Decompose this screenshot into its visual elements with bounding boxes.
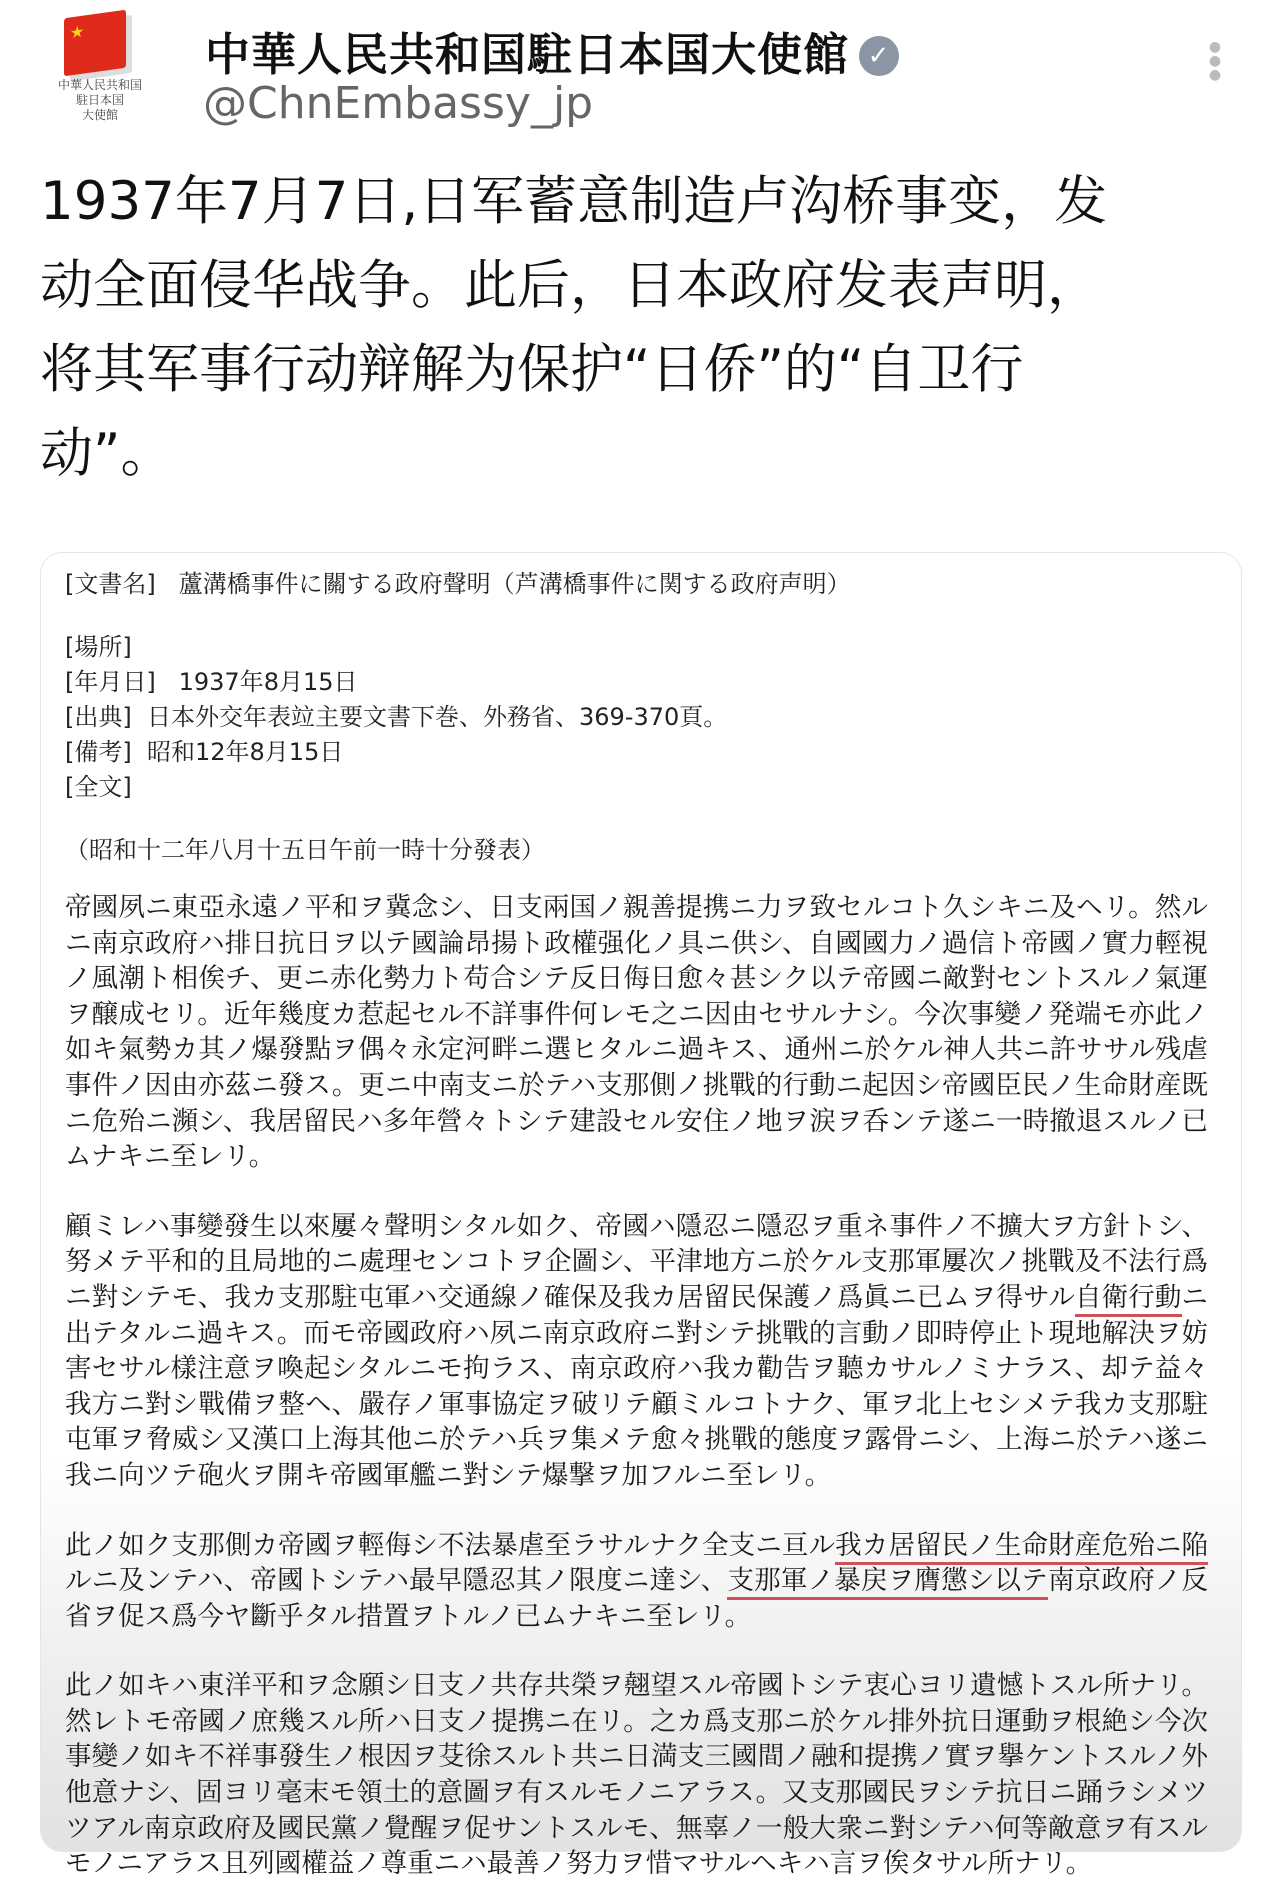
doc-place-row [65,630,1217,665]
doc-line [65,1244,1208,1280]
avatar-caption-line: 大使館 [81,108,118,122]
tweet-line: 动”。 [40,423,174,484]
doc-line [65,1704,1208,1740]
more-vertical-icon[interactable]: ● ● ● [1208,39,1222,83]
doc-text: 此ノ如ク支那側カ帝國ヲ輕侮シ不法暴虐至ラサルナク全支ニ亘ル [65,1529,836,1561]
doc-line [65,961,1208,997]
account-handle[interactable]: @ChnEmbassy_jp [203,78,594,129]
avatar-caption-line: 中華人民共和国 [57,78,142,92]
doc-paragraph [65,1668,1217,1882]
doc-title-label: [文書名] [65,570,156,598]
doc-line [65,1316,1208,1352]
doc-text: 此ノ如キハ東洋平和ヲ念願シ日支ノ共存共榮ヲ翹望スル帝國トシテ衷心ヨリ遺憾トスル所ナリ。 [65,1670,1208,1702]
doc-text: 他意ナシ、固ヨリ毫末モ領土的意圖ヲ有スルモノニアラス。又支那國民ヲシテ抗日ニ踊ラシメツ [65,1777,1208,1809]
avatar[interactable] [44,14,156,132]
doc-source-value: 日本外交年表竝主要文書下巻、外務省、369-370頁。 [147,703,728,731]
account-name[interactable] [205,18,899,83]
doc-note-row [65,735,1217,770]
doc-note-value: 昭和12年8月15日 [147,738,344,766]
doc-date-row [65,665,1217,700]
avatar-caption [44,78,156,123]
doc-text: ムナキニ至レリ。 [65,1141,276,1173]
doc-line [65,1775,1208,1811]
doc-date-label: [年月日] [65,668,156,696]
doc-line [65,1422,1208,1458]
doc-text: ルニ及ンテハ、帝國トシテハ最早隱忍其ノ限度ニ達シ、 [65,1565,728,1597]
doc-line [65,1458,1208,1494]
doc-line [65,1139,1208,1175]
doc-text: 如キ氣勢カ其ノ爆發點ヲ偶々永定河畔ニ選ヒタルニ過キス、通州ニ於ケル神人共ニ許ササル残虐 [65,1034,1208,1066]
doc-text: 我ニ向ツテ砲火ヲ開キ帝國軍艦ニ對シテ爆撃ヲ加フルニ至レリ。 [65,1459,832,1491]
doc-line [65,1811,1208,1847]
doc-note-label: [備考] [65,738,132,766]
doc-line [65,997,1208,1033]
doc-text: 努メテ平和的且局地的ニ處理センコトヲ企圖シ、平津地方ニ於ケル支那軍屢次ノ挑戰及不法行爲 [65,1246,1208,1278]
verified-badge-icon: ✓ [859,36,899,76]
doc-line [65,890,1208,926]
doc-text: 然レトモ帝國ノ庶幾スル所ハ日支ノ提携ニ在リ。之カ爲支那ニ於ケル排外抗日運動ヲ根絶シ今次 [65,1705,1208,1737]
doc-text: 我方ニ對シ戰備ヲ整ヘ、嚴存ノ軍事協定ヲ破リテ顧ミルコトナク、軍ヲ北上セシメテ我カ支那駐 [65,1388,1208,1420]
doc-source-row [65,700,1217,735]
doc-body [65,890,1217,1882]
doc-text: 省ヲ促ス爲今ヤ斷乎タル措置ヲトルノ已ムナキニ至レリ。 [65,1600,752,1632]
doc-text: モノニアラス且列國權益ノ尊重ニハ最善ノ努力ヲ惜マサルヘキハ言ヲ俟タサル所ナリ。 [65,1848,1093,1880]
tweet-text [40,160,1240,496]
doc-line [65,1563,1208,1599]
account-name-text: 中華人民共和国駐日本国大使館 [205,28,850,81]
doc-text: ニ [1181,1281,1208,1313]
underlined-highlight: 自衛行動 [1075,1282,1181,1317]
doc-paragraph [65,1209,1217,1494]
china-flag-icon [64,10,126,77]
doc-text: ニ對シテモ、我カ支那駐屯軍ハ交通線ノ確保及我カ居留民保護ノ爲眞ニ已ムヲ得サル [65,1281,1076,1313]
doc-text: 屯軍ヲ脅威シ又漢口上海其他ニ於テハ兵ヲ集メテ愈々挑戰的態度ヲ露骨ニシ、上海ニ於テハ遂ニ [65,1424,1208,1456]
underlined-highlight: 支那軍ノ暴戻ヲ膺懲シ以テ [727,1565,1048,1600]
doc-place-label: [場所] [65,633,132,661]
tweet-line: 1937年7月7日,日军蓄意制造卢沟桥事变，发 [40,171,1108,232]
doc-announcement: （昭和十二年八月十五日午前一時十分發表） [65,836,545,864]
doc-title-value: 蘆溝橋事件に關する政府聲明（芦溝橋事件に関する政府声明） [178,570,851,598]
doc-text: ヲ醸成セリ。近年幾度カ惹起セル不詳事件何レモ之ニ因由セサルナシ。今次事變ノ発端モ亦此ノ [65,998,1208,1030]
doc-line [65,1280,1208,1316]
doc-title-row [65,567,1217,602]
doc-text: 顧ミレハ事變發生以來屢々聲明シタル如ク、帝國ハ隱忍ニ隱忍ヲ重ネ事件ノ不擴大ヲ方針トシ、 [65,1210,1208,1242]
doc-line [65,1387,1208,1423]
doc-paragraph [65,890,1217,1175]
document-image[interactable] [40,552,1242,1880]
doc-text: ノ風潮ト相俟チ、更ニ赤化勢力ト苟合シテ反日侮日愈々甚シク以テ帝國ニ敵對セントスルノ氣運 [65,963,1208,995]
doc-fulltext-row [65,770,1217,805]
doc-line [65,1846,1208,1882]
doc-text: 事件ノ因由亦茲ニ發ス。更ニ中南支ニ於テハ支那側ノ挑戰的行動ニ起因シ帝國臣民ノ生命財産既 [65,1069,1208,1101]
tweet-line: 将其军事行动辩解为保护“日侨”的“自卫行 [40,339,1024,400]
doc-fulltext-label: [全文] [65,773,132,801]
doc-line [65,1739,1208,1775]
doc-line [65,926,1208,962]
doc-text: 出テタルニ過キス。而モ帝國政府ハ夙ニ南京政府ニ對シテ挑戰的言動ノ即時停止ト現地解決ヲ妨 [65,1317,1208,1349]
doc-text: ニ南京政府ハ排日抗日ヲ以テ國論昂揚ト政權强化ノ具ニ供シ、自國國力ノ過信ト帝國ノ實力輕視 [65,927,1208,959]
doc-paragraph [65,1528,1217,1635]
doc-line [65,1668,1208,1704]
doc-line [65,1209,1208,1245]
doc-date-value: 1937年8月15日 [178,668,358,696]
doc-line [65,1528,1208,1564]
doc-line [65,1068,1208,1104]
tweet-line: 动全面侵华战争。此后，日本政府发表声明， [40,255,1100,316]
doc-text: 害セサル樣注意ヲ喚起シタルニモ拘ラス、南京政府ハ我カ勸告ヲ聽カサルノミナラス、却テ益々 [65,1353,1208,1385]
doc-line [65,1104,1208,1140]
doc-line [65,1599,1208,1635]
doc-text: ニ危殆ニ瀕シ、我居留民ハ多年營々トシテ建設セル安住ノ地ヲ涙ヲ呑ンテ遂ニ一時撤退スルノ已 [65,1105,1208,1137]
doc-line [65,1351,1208,1387]
doc-line [65,1032,1208,1068]
doc-text: 南京政府ノ反 [1047,1565,1209,1597]
avatar-caption-line: 駐日本国 [75,93,124,107]
doc-source-label: [出典] [65,703,132,731]
doc-text: 事變ノ如キ不祥事發生ノ根因ヲ芟徐スルト共ニ日満支三國間ノ融和提携ノ實ヲ擧ケントスルノ外 [65,1741,1208,1773]
doc-text: ツアル南京政府及國民黨ノ覺醒ヲ促サントスルモ、無辜ノ一般大衆ニ對シテハ何等敵意ヲ有スル [65,1812,1208,1844]
underlined-highlight: 我カ居留民ノ生命財産危殆ニ陥 [835,1530,1208,1565]
doc-text: 帝國夙ニ東亞永遠ノ平和ヲ冀念シ、日支兩国ノ親善提携ニ力ヲ致セルコト久シキニ及ヘリ。然ル [65,892,1208,923]
